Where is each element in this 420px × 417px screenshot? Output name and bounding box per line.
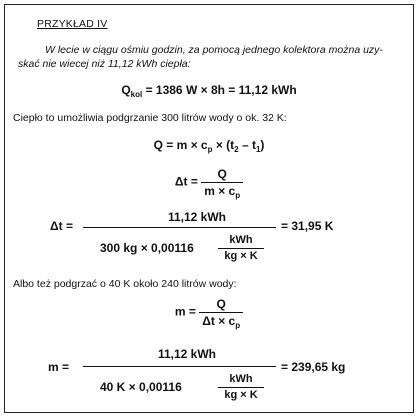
formula2-rhs: × (t xyxy=(212,138,235,152)
example-box xyxy=(4,4,414,413)
formula5-fraction xyxy=(199,297,243,328)
formula2-sub-p: p xyxy=(207,145,213,154)
formula5-den-text: Δt × c xyxy=(202,314,236,328)
mass-formula xyxy=(5,297,413,328)
formula5-numerator: Q xyxy=(216,297,226,311)
formula1-subscript: kol xyxy=(130,90,143,99)
formula6-denominator: 40 K × 0,00116 xyxy=(100,380,182,394)
example-title: PRZYKŁAD IV xyxy=(37,18,108,30)
formula4-numerator: 11,12 kWh xyxy=(167,210,227,224)
formula2-lhs: Q = m × c xyxy=(153,138,208,152)
formula4-result: = 31,95 K xyxy=(281,219,334,233)
formula2-rhs3: ) xyxy=(260,138,265,152)
formula5-lhs: m = xyxy=(174,304,196,319)
formula4-unit-numerator: kWh xyxy=(229,234,253,246)
formula6-unit-denominator: kg × K xyxy=(224,389,258,401)
formula1-rest: = 1386 W × 8h = 11,12 kWh xyxy=(142,83,297,97)
formula6-unit-numerator: kWh xyxy=(229,373,253,385)
formula6-unit-bar xyxy=(218,387,264,388)
formula5-denominator xyxy=(199,312,243,328)
formula2-rhs2: – t xyxy=(238,138,256,152)
formula4-unit-bar xyxy=(218,248,264,249)
formula3-denominator xyxy=(201,182,243,198)
formula3-lhs: Δt = xyxy=(174,174,198,189)
heating-240-text: Albo też podgrzać o 40 K około 240 litrów wody: xyxy=(13,278,237,290)
intro-line-2: skać nie wiecej niż 11,12 kWh ciepła: xyxy=(18,58,191,70)
formula3-den-sub: p xyxy=(235,191,241,200)
formula4-fraction-bar xyxy=(83,227,276,228)
formula3-numerator: Q xyxy=(217,167,227,181)
formula1-q: Q xyxy=(121,83,131,97)
collector-heat-formula xyxy=(5,83,413,97)
formula2-sub-2: 2 xyxy=(234,145,239,154)
formula4-unit-denominator: kg × K xyxy=(224,250,258,262)
formula6-fraction-bar xyxy=(83,366,276,367)
heat-equation xyxy=(5,138,413,152)
formula5-den-sub: p xyxy=(235,321,241,330)
formula4-denominator: 300 kg × 0,00116 xyxy=(100,241,194,255)
heating-300-text: Ciepło to umożliwia podgrzanie 300 litrów wody o ok. 32 K: xyxy=(13,112,287,124)
formula6-numerator: 11,12 kWh xyxy=(157,347,217,361)
formula4-lhs: Δt = xyxy=(50,219,73,233)
formula6-lhs: m = xyxy=(48,360,70,374)
delta-t-formula xyxy=(5,167,413,198)
formula6-result: = 239,65 kg xyxy=(281,360,346,374)
formula2-sub-1: 1 xyxy=(255,145,261,154)
intro-line-1: W lecie w ciągu ośmiu godzin, za pomocą jednego kolektora można uzy- xyxy=(45,44,383,56)
formula3-den-text: m × c xyxy=(204,184,236,198)
formula3-fraction xyxy=(201,167,243,198)
